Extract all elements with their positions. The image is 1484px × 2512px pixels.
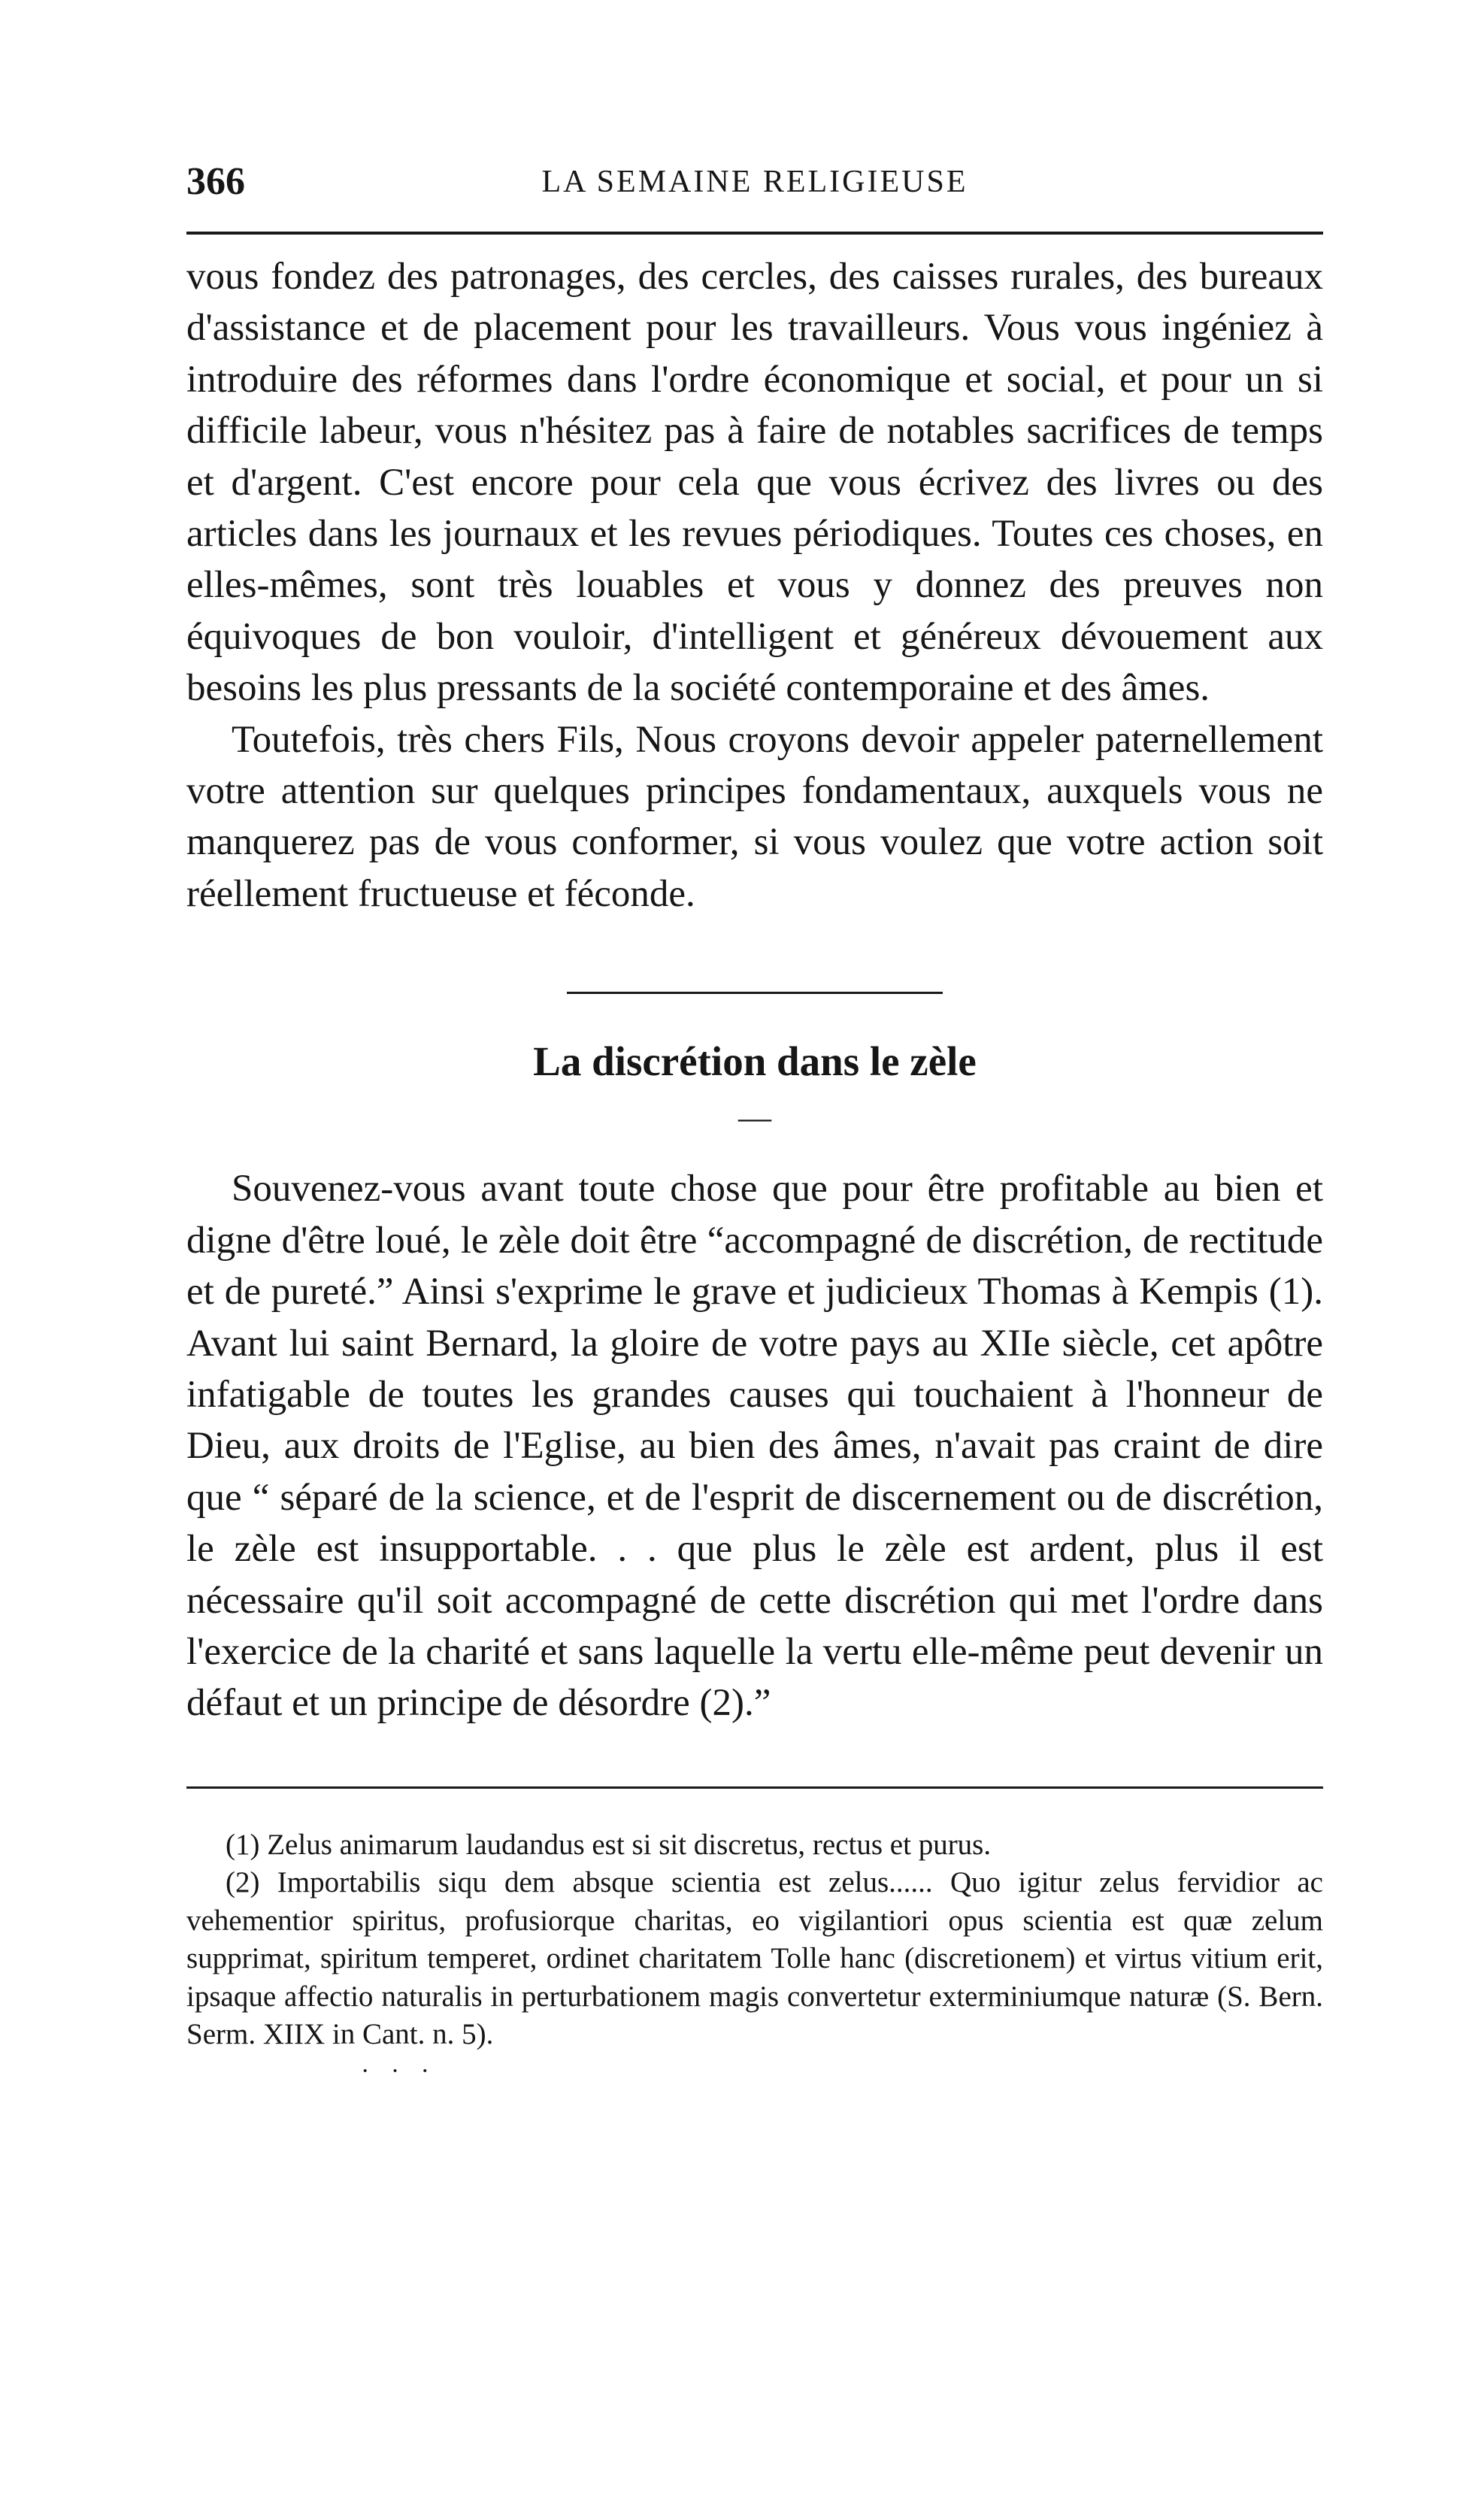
section-title: La discrétion dans le zèle	[533, 1038, 977, 1085]
body-paragraph: Toutefois, très chers Fils, Nous croyons devoir appeler paternellement votre attention sur quelques principes fondamentaux, auxquels vous ne manquerez pas de vous conformer, si vous voulez que votre action soit réellement fructueuse et féconde.	[186, 718, 1323, 915]
document-page	[186, 113, 1323, 2086]
header-rule	[186, 232, 1323, 235]
trailing-marks: · · ·	[361, 2056, 437, 2085]
page-number: 366	[186, 160, 245, 203]
section-paragraph: Souvenez-vous avant toute chose que pour être profitable au bien et digne d'être loué, le zèle doit être “accompagné de discrétion, de rectitude et de pureté.” Ainsi s'exprime le grave et judicieux Thomas à Kempis (1). Avant lui saint Bernard, la gloire de votre pays au XIIe siècle, cet apôtre infatigable de toutes les grandes causes qui touchaient à l'honneur de Dieu, aux droits de l'Eglise, au bien des âmes, n'avait pas craint de dire que “ séparé de la science, et de l'esprit de discernement ou de discrétion, le zèle est insupportable. . . que plus le zèle est ardent, plus il est nécessaire qu'il soit accompagné de cette discrétion qui met l'ordre dans l'exercice de la charité et sans laquelle la vertu elle-même peut devenir un défaut et un principe de désordre (2).”	[186, 1168, 1323, 1725]
running-header	[186, 159, 1323, 232]
running-title: LA SEMAINE RELIGIEUSE	[541, 165, 968, 199]
body-paragraph: vous fondez des patronages, des cercles, des caisses rurales, des bureaux d'assistance et de placement pour les travailleurs. Vous vous ingéniez à introduire des réformes dans l'ordre économique et social, et pour un si difficile labeur, vous n'hésitez pas à faire de notables sacrifices de temps et d'argent. C'est encore pour cela que vous écrivez des livres ou des articles dans les journaux et les revues périodiques. Toutes ces choses, en elles-mêmes, sont très louables et vous y donnez des preuves non équivoques de bon vouloir, d'intelligent et généreux dévouement aux besoins les plus pressants de la société contemporaine et des âmes.	[186, 256, 1323, 710]
footnote: (2) Importabilis siqu dem absque scientia est zelus...... Quo igitur zelus fervidior ac vehementior spiritus, profusiorque charitas, eo vigilantiori opus scientia est quæ zelum supprimat, spiritum temperet, ordinet charitatem Tolle hanc (discretionem) et virtus vitium erit, ipsaque affectio naturalis in perturbationem magis convertetur exterminiumque naturæ (S. Bern. Serm. XIIX in Cant. n. 5).	[186, 1866, 1323, 2051]
footnote-rule	[186, 1786, 1323, 1789]
footnote: (1) Zelus animarum laudandus est si sit discretus, rectus et purus.	[226, 1828, 992, 1861]
section-divider	[567, 992, 943, 994]
section-flourish: —	[738, 1099, 771, 1137]
